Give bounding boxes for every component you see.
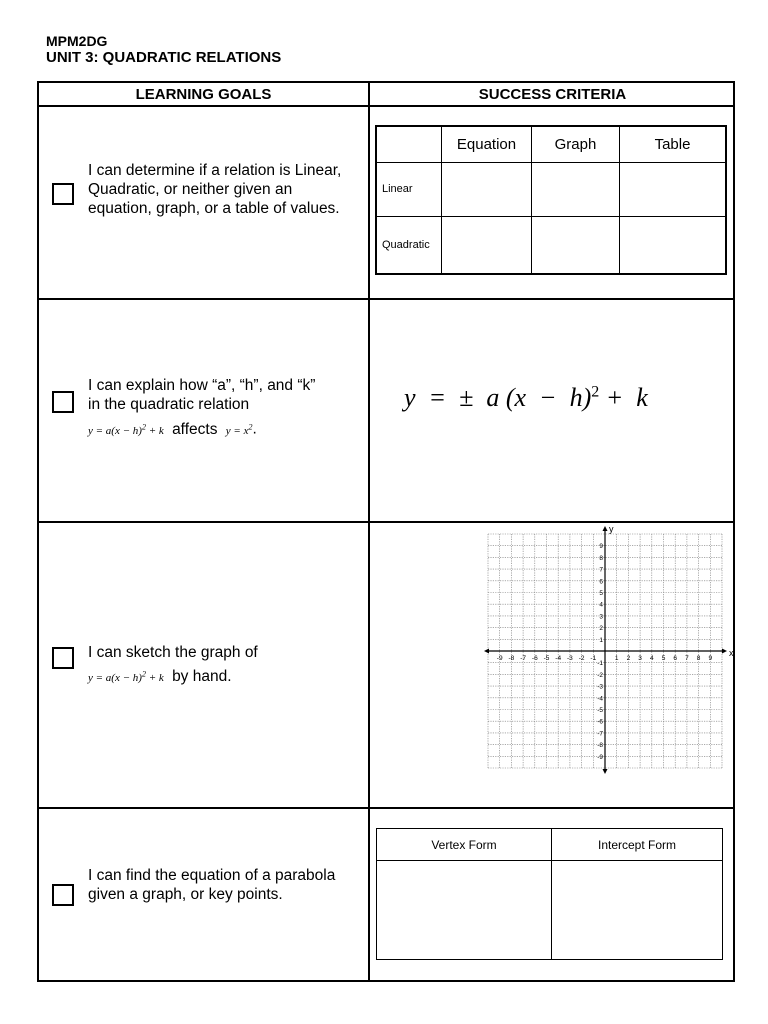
coordinate-grid <box>484 524 734 780</box>
goal-2-checkbox[interactable] <box>52 391 74 413</box>
goal-2-line2: in the quadratic relation <box>88 396 250 413</box>
relation-type-table <box>375 125 727 275</box>
unit-title: UNIT 3: QUADRATIC RELATIONS <box>46 49 282 66</box>
x-tick-label: -2 <box>578 655 585 662</box>
y-tick-label: -8 <box>597 742 603 750</box>
vertex-form-header: Vertex Form <box>377 829 552 861</box>
y-tick-label: -5 <box>597 707 603 714</box>
course-code: MPM2DG <box>46 33 108 49</box>
goal-1-text: I can determine if a relation is Linear, Quadratic, or neither given an equation, graph, or a table of values. <box>88 162 342 217</box>
linear-equation-cell[interactable] <box>442 162 532 217</box>
x-tick-label: -4 <box>555 655 562 662</box>
quadratic-graph-cell[interactable] <box>532 217 620 274</box>
intercept-form-header: Intercept Form <box>552 829 723 861</box>
x-tick-label: -6 <box>531 655 538 662</box>
goal-4-text: I can find the equation of a parabola given a graph, or key points. <box>88 867 336 903</box>
row-divider <box>39 105 733 107</box>
x-tick-label: 3 <box>638 655 642 662</box>
goal-1-checkbox[interactable] <box>52 183 74 205</box>
y-axis-label: y <box>609 524 614 534</box>
y-tick-label: -3 <box>597 683 603 691</box>
success-criteria-heading: SUCCESS CRITERIA <box>478 86 627 103</box>
column-divider <box>368 83 370 980</box>
x-tick-label: -9 <box>496 655 503 662</box>
equation-forms-table <box>376 828 723 960</box>
y-tick-label: 2 <box>599 625 603 633</box>
y-tick-label: 7 <box>599 566 603 574</box>
linear-graph-cell[interactable] <box>532 162 620 217</box>
goal-3-line1: I can sketch the graph of <box>88 644 258 661</box>
x-tick-label: -5 <box>543 655 550 662</box>
goal-3-line2: $y = a(x - h)^2 + k$ by hand. <box>88 667 232 685</box>
row-divider <box>39 807 733 809</box>
parent-function-equation: $y = x^2$ <box>225 422 253 437</box>
x-tick-label: 9 <box>708 655 713 662</box>
table-header: Table <box>620 126 727 162</box>
row-divider <box>39 521 733 523</box>
x-tick-label: -1 <box>590 655 597 662</box>
goal-3-text <box>88 643 363 688</box>
y-tick-label: -4 <box>597 695 603 703</box>
y-tick-label: -2 <box>597 671 603 679</box>
y-tick-label: 9 <box>599 543 603 551</box>
row-divider <box>39 298 733 300</box>
goal-3-checkbox[interactable] <box>52 647 74 669</box>
y-tick-label: -9 <box>597 753 603 761</box>
quadratic-row-label: Quadratic <box>376 217 442 274</box>
goal-2-line3: $y = a(x - h)^2 + k$ affects $y = x^2$. <box>88 420 257 438</box>
goal-4-checkbox[interactable] <box>52 884 74 906</box>
vertex-form-equation: $y = a(x - h)^2 + k$ <box>88 422 164 437</box>
x-tick-label: -8 <box>508 655 515 662</box>
y-tick-label: 4 <box>599 601 603 609</box>
y-tick-label: 3 <box>599 613 603 621</box>
quadratic-table-cell[interactable] <box>620 217 727 274</box>
y-tick-label: 8 <box>599 554 603 562</box>
y-tick-label: 6 <box>599 578 603 586</box>
x-tick-label: -3 <box>567 655 573 662</box>
x-axis-label: x <box>729 648 734 658</box>
vertex-form-cell[interactable] <box>377 861 552 960</box>
x-tick-label: 7 <box>685 655 689 662</box>
x-axis-arrow-left <box>484 649 489 654</box>
graph-header: Graph <box>532 126 620 162</box>
goal-2-text <box>88 376 363 441</box>
linear-row-label: Linear <box>376 162 442 217</box>
intercept-form-cell[interactable] <box>552 861 723 960</box>
x-axis-arrow-right <box>722 649 727 654</box>
x-tick-label: 2 <box>626 655 631 662</box>
y-tick-label: 1 <box>599 636 603 644</box>
transformation-equation: y = ± a $(x - h)^2 + k$ <box>404 383 648 412</box>
linear-table-cell[interactable] <box>620 162 727 217</box>
y-axis-arrow-up <box>603 526 608 531</box>
quadratic-equation-cell[interactable] <box>442 217 532 274</box>
goal-2-line1: I can explain how “a”, “h”, and “k” <box>88 377 316 394</box>
x-tick-label: 8 <box>696 655 701 662</box>
y-axis-arrow-down <box>603 769 608 774</box>
y-tick-label: 5 <box>599 590 603 597</box>
x-tick-label: 6 <box>673 655 678 662</box>
y-tick-label: -1 <box>597 660 603 668</box>
y-tick-label: -6 <box>597 718 603 726</box>
equation-header: Equation <box>442 126 532 162</box>
x-tick-label: 4 <box>649 655 654 662</box>
y-tick-label: -7 <box>597 730 603 738</box>
vertex-form-equation: $y = a(x - h)^2 + k$ <box>88 669 164 684</box>
x-tick-label: 5 <box>661 655 666 662</box>
x-tick-label: 1 <box>614 655 619 662</box>
learning-goals-heading: LEARNING GOALS <box>135 86 272 103</box>
x-tick-label: -7 <box>520 655 526 662</box>
blank-header-cell <box>376 126 442 162</box>
